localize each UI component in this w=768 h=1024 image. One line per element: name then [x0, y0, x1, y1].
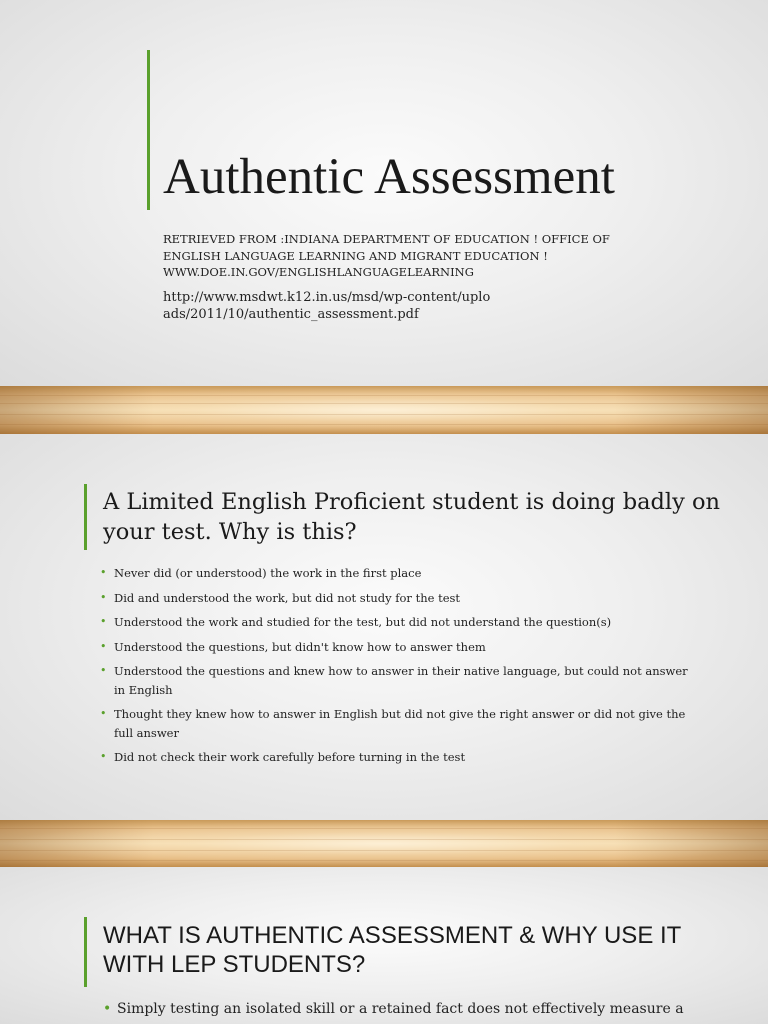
accent-bar [147, 50, 150, 210]
list-item-text: Understood the work and studied for the test, but did not understand the question(s) [114, 615, 612, 629]
point-list [103, 999, 723, 1019]
accent-bar [84, 917, 87, 987]
list-item-text: Did and understood the work, but did not study for the test [114, 590, 461, 605]
bullet-dot-icon: • [100, 639, 107, 653]
wood-divider [0, 820, 768, 867]
list-item [100, 662, 695, 699]
slide-reasons [0, 434, 768, 820]
list-item-text: Did not check their work carefully before turning in the test [114, 750, 466, 764]
list-item [103, 999, 723, 1019]
bullet-dot-icon: • [103, 1001, 112, 1017]
list-item-text: Understood the questions and knew how to answer in their native language, but could not answer in English [114, 664, 688, 697]
slide-title [0, 0, 768, 386]
list-item [100, 638, 695, 657]
list-item [100, 748, 695, 767]
list-item [100, 705, 695, 742]
list-item-text: Understood the questions, but didn't know how to answer them [114, 639, 486, 654]
list-item-text: Simply testing an isolated skill or a retained fact does not effectively measure a [117, 1001, 684, 1017]
slide-title-heading: Authentic Assessment [163, 149, 615, 205]
list-item [100, 613, 695, 632]
bullet-dot-icon: • [100, 664, 107, 677]
slide-heading: A Limited English Proficient student is doing badly on your test. Why is this? [103, 489, 721, 545]
list-item-text: Never did (or understood) the work in the first place [114, 566, 422, 580]
bullet-dot-icon: • [100, 615, 107, 628]
bullet-dot-icon: • [100, 750, 107, 763]
reason-list [100, 564, 695, 773]
accent-bar [84, 484, 87, 550]
wood-divider [0, 386, 768, 434]
bullet-dot-icon: • [100, 590, 107, 604]
source-url: http://www.msdwt.k12.in.us/msd/wp-content/uploads/2011/10/authentic_assessment.pdf [163, 290, 491, 322]
slide-heading: WHAT IS AUTHENTIC ASSESSMENT & WHY USE IT WITH LEP STUDENTS? [103, 922, 681, 978]
list-item [100, 589, 695, 608]
bullet-dot-icon: • [100, 566, 107, 579]
source-credit: RETRIEVED FROM :INDIANA DEPARTMENT OF EDUCATION ! OFFICE OF ENGLISH LANGUAGE LEARNING AND MIGRANT EDUCATION ! WWW.DOE.IN.GOV/ENGLISHLANGUAGELEARNING [163, 232, 610, 279]
slide-authentic-assessment [0, 867, 768, 1024]
list-item-text: Thought they knew how to answer in English but did not give the right answer or did not give the full answer [114, 707, 686, 740]
list-item [100, 564, 695, 583]
bullet-dot-icon: • [100, 707, 107, 720]
